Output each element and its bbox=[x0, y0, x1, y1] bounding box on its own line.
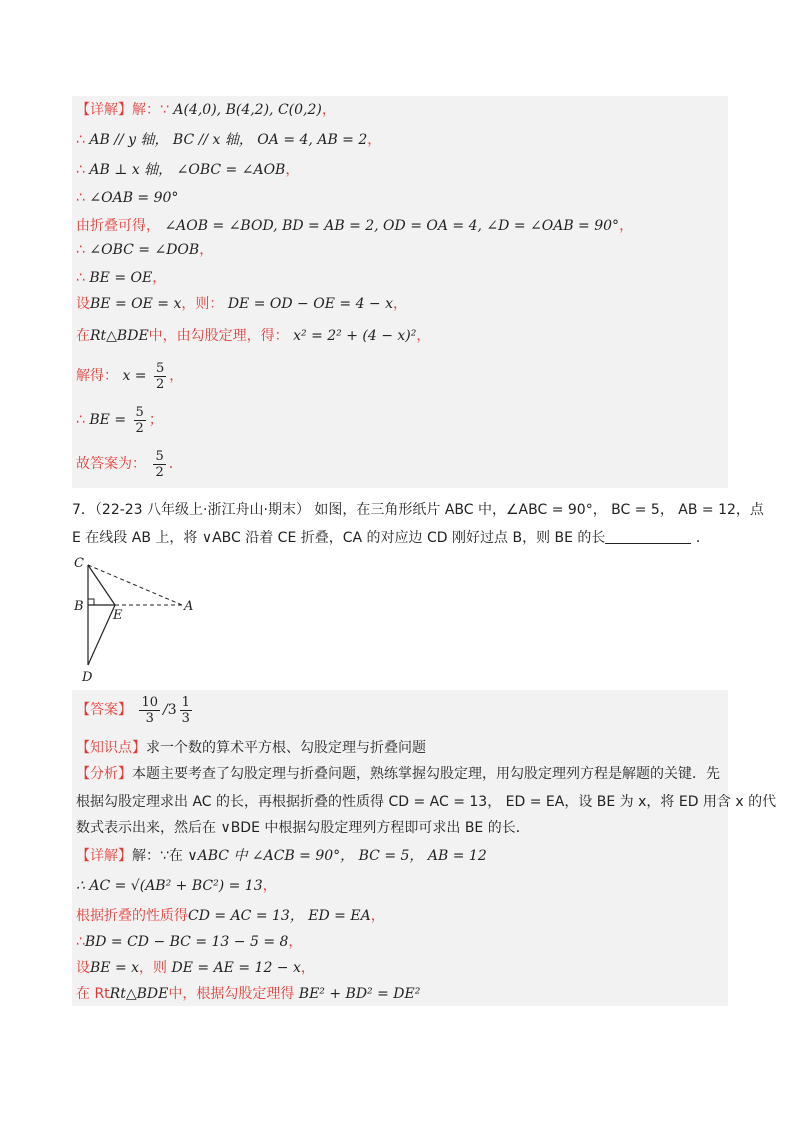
s1-line-6: ∴ ∠OBC = ∠DOB， bbox=[76, 242, 214, 258]
question-7-line-2: E 在线段 AB 上，将 ∨ABC 沿着 CE 折叠，CA 的对应边 CD 刚好过点 B，则 BE 的长 ． bbox=[72, 530, 710, 546]
line-ED bbox=[88, 605, 115, 665]
s1-line-11: ∴ BE = $\frac{5}{2}$ ； bbox=[76, 404, 163, 436]
label-E: E bbox=[113, 608, 123, 623]
s1-line-10: 解得： x = $\frac{5}{2}$ ， bbox=[76, 360, 184, 392]
fraction-one-third: $\frac{1}{3}$ bbox=[181, 694, 190, 726]
detail-line-2: ∴ AC = √(AB² + BC²) = 13， bbox=[76, 878, 277, 894]
question-7-line-1: 7．（22-23 八年级上·浙江舟山·期末） 如图，在三角形纸片 ABC 中，∠ABC = 90°， BC = 5， AB = 12，点 bbox=[72, 502, 764, 518]
label-A: A bbox=[184, 599, 194, 614]
s1-line-7: ∴ BE = OE， bbox=[76, 270, 167, 286]
detail-line-6: 在 RtRt△BDE中，根据勾股定理得 BE² + BD² = DE² bbox=[76, 986, 421, 1002]
detail-line-4: ∴BD = CD − BC = 13 − 5 = 8， bbox=[76, 934, 303, 950]
answer-line: 【答案】 $\frac{10}{3}$ /3 $\frac{1}{3}$ bbox=[76, 694, 190, 726]
label-D: D bbox=[82, 670, 93, 685]
detail-line-1: 【详解】解：∵在 ∨ABC 中 ∠ACB = 90°， BC = 5， AB = 12 bbox=[76, 848, 487, 864]
s1-line-9: 在Rt△BDE中，由勾股定理，得： x² = 2² + (4 − x)²， bbox=[76, 328, 431, 344]
analysis-line-3: 数式表示出来，然后在 ∨BDE 中根据勾股定理列方程即可求出 BE 的长． bbox=[76, 820, 530, 836]
s1-line-3: ∴ AB ⊥ x 轴， ∠OBC = ∠AOB， bbox=[76, 162, 300, 178]
detail-line-5: 设BE = x，则 DE = AE = 12 − x， bbox=[76, 960, 315, 976]
knowledge-point-line: 【知识点】求一个数的算术平方根、勾股定理与折叠问题 bbox=[76, 740, 426, 756]
label-B: B bbox=[74, 599, 84, 614]
analysis-line-2: 根据勾股定理求出 AC 的长，再根据折叠的性质得 CD = AC = 13， ED = EA，设 BE 为 x，将 ED 用含 x 的代 bbox=[76, 794, 777, 810]
s1-line-4: ∴ ∠OAB = 90° bbox=[76, 190, 179, 206]
solution-block-1 bbox=[72, 96, 728, 488]
answer-blank bbox=[605, 529, 691, 544]
s1-line-1: 【详解】解：∵ A(4,0), B(4,2), C(0,2)， bbox=[76, 102, 336, 118]
s1-line-8: 设BE = OE = x，则： DE = OD − OE = 4 − x， bbox=[76, 296, 407, 312]
triangle-figure bbox=[70, 555, 200, 690]
fraction-five-halves: $\frac{5}{2}$ bbox=[135, 404, 144, 436]
right-angle-mark bbox=[88, 599, 94, 605]
fraction-five-halves: $\frac{5}{2}$ bbox=[155, 360, 165, 392]
s1-line-2: ∴ AB // y 轴， BC // x 轴， OA = 4, AB = 2， bbox=[76, 132, 382, 148]
label-C: C bbox=[74, 556, 84, 571]
fraction-ten-thirds: $\frac{10}{3}$ bbox=[141, 694, 158, 726]
analysis-line-1: 【分析】本题主要考查了勾股定理与折叠问题，熟练掌握勾股定理，用勾股定理列方程是解题的关键．先 bbox=[76, 766, 720, 782]
detail-label: 【详解】 bbox=[76, 102, 132, 118]
fraction-five-halves: $\frac{5}{2}$ bbox=[155, 448, 164, 480]
detail-line-3: 根据折叠的性质得CD = AC = 13， ED = EA， bbox=[76, 908, 385, 924]
s1-line-12: 故答案为： $\frac{5}{2}$ ． bbox=[76, 448, 183, 480]
s1-line-5: 由折叠可得， ∠AOB = ∠BOD, BD = AB = 2, OD = OA = 4, ∠D = ∠OAB = 90°， bbox=[76, 218, 634, 234]
